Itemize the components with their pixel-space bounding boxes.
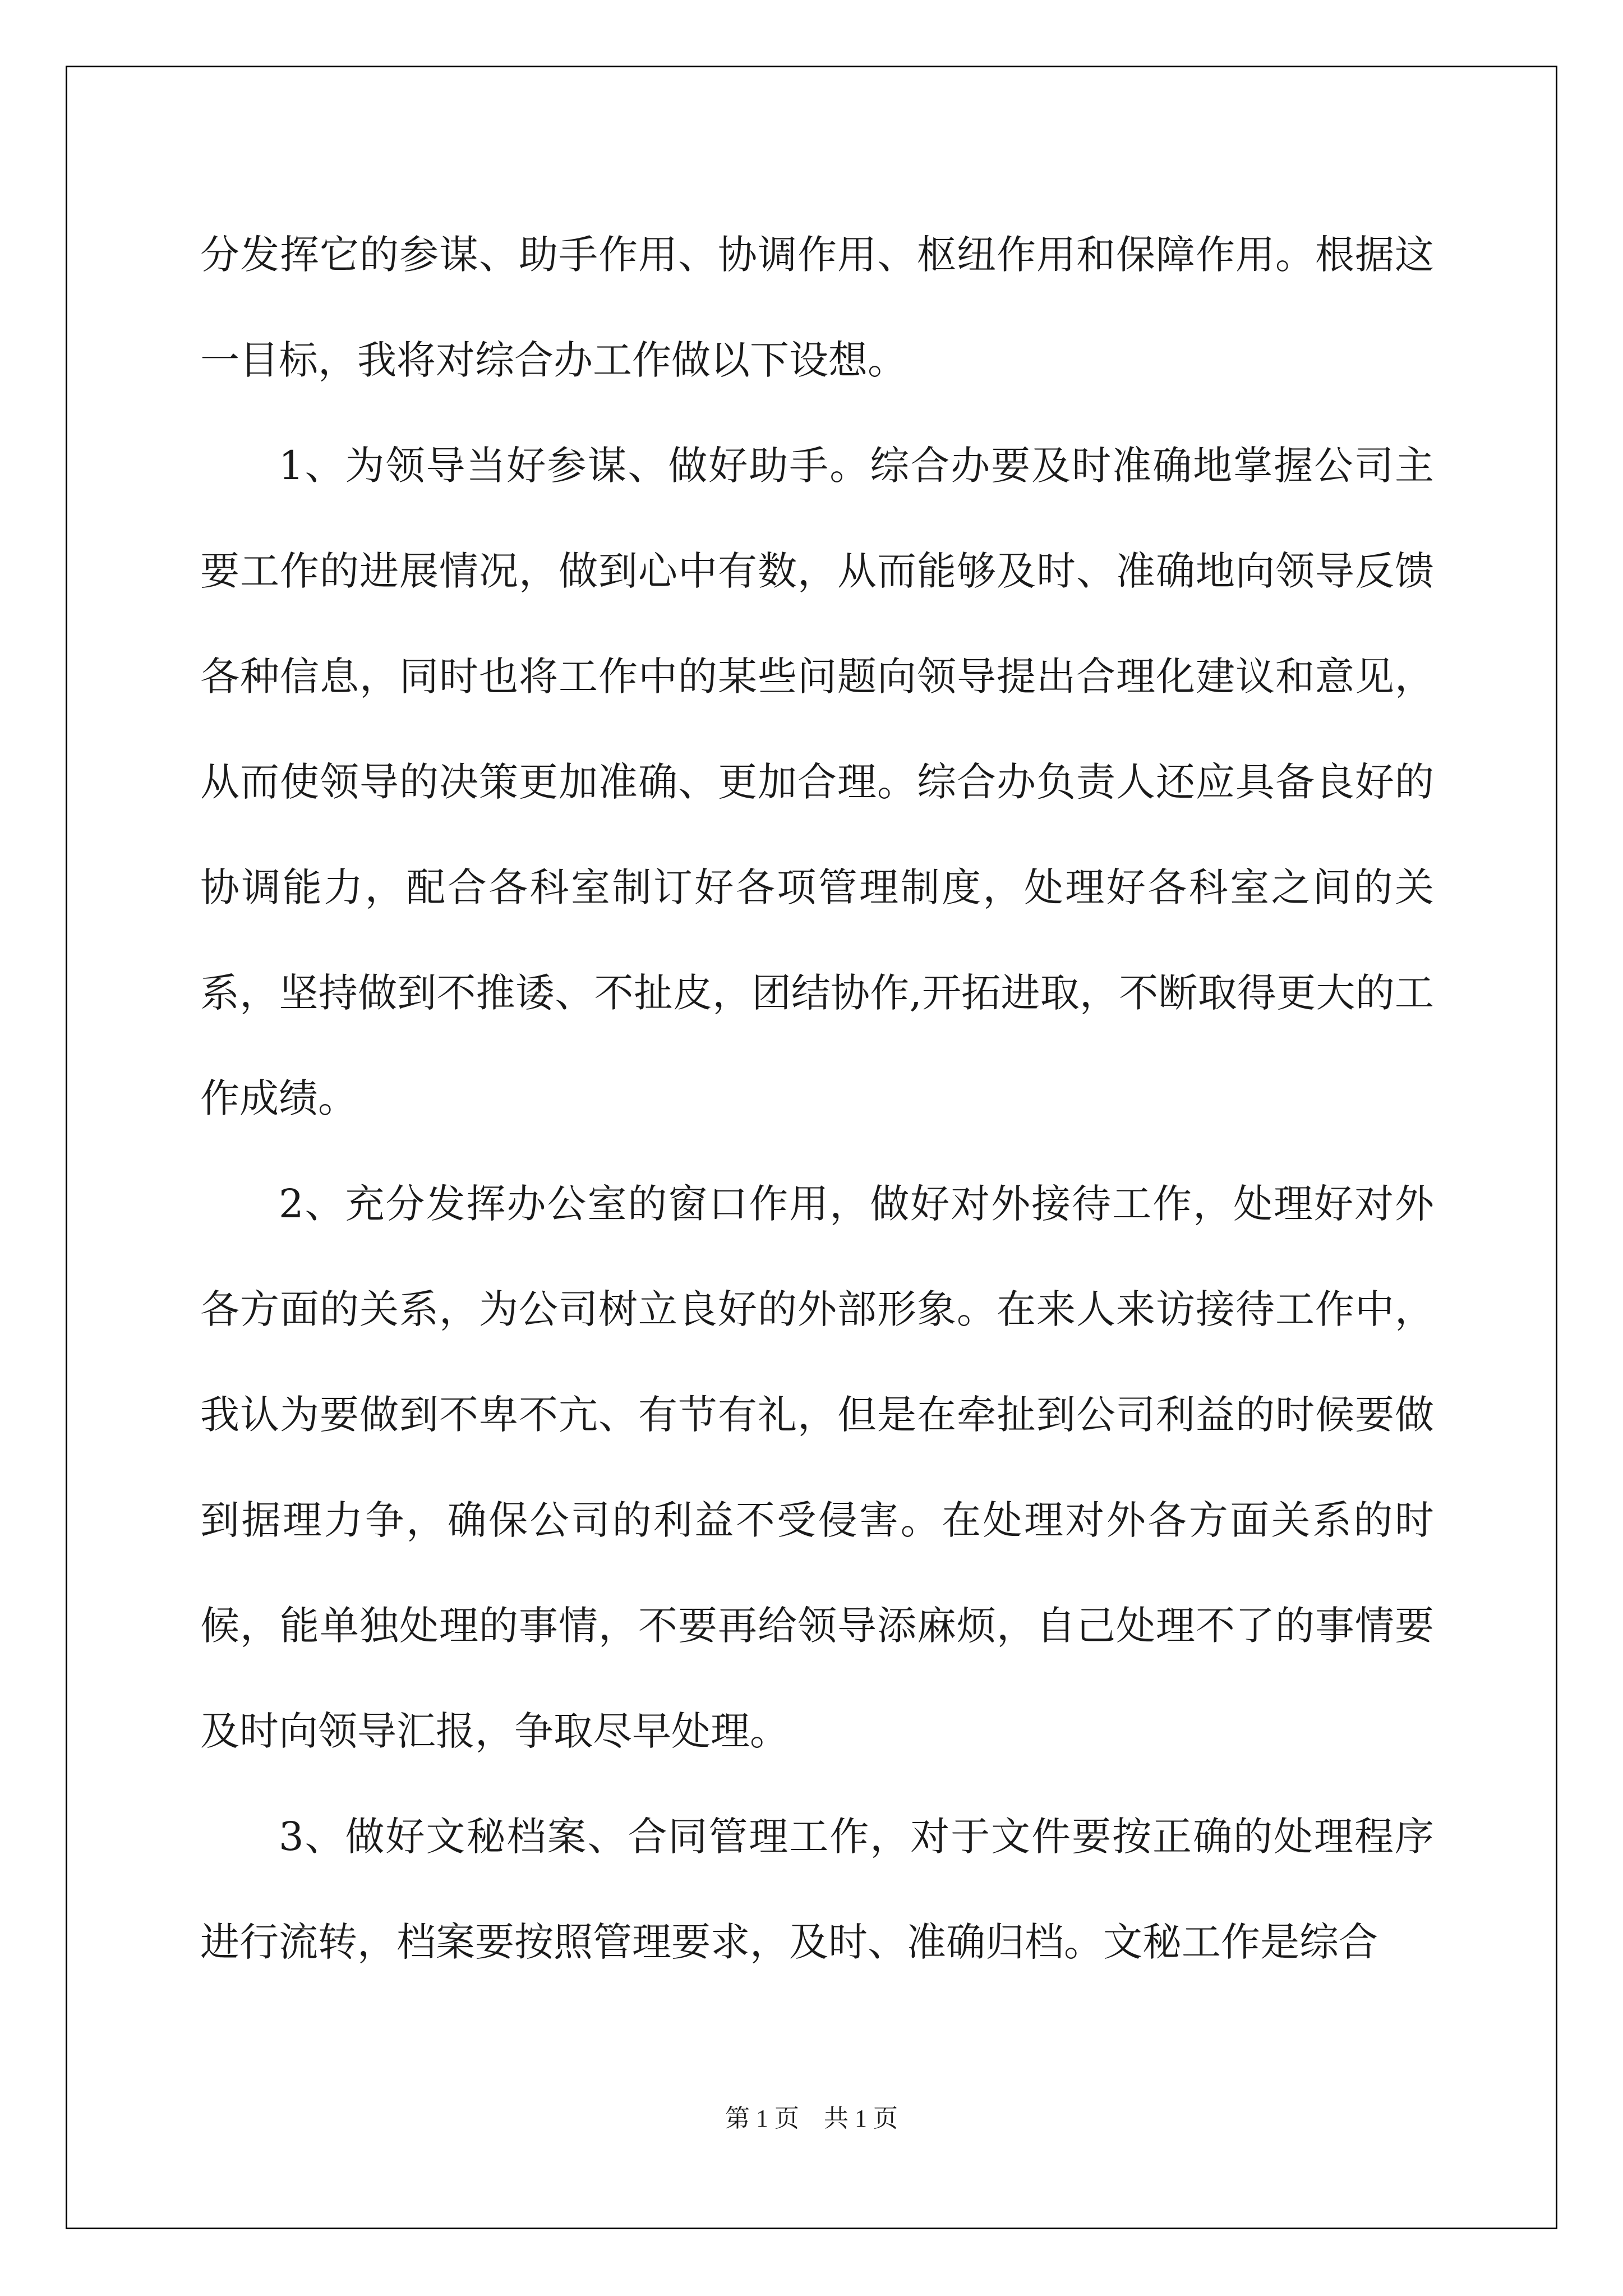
page-number-footer: 第 1 页 共 1 页 [725,2105,898,2132]
document-body [200,202,1434,1995]
paragraph-item-3: 3、做好文秘档案、合同管理工作，对于文件要按正确的处理程序进行流转，档案要按照管理要求，及时、准确归档。文秘工作是综合 [200,1814,1434,1965]
paragraph-item-1: 1、为领导当好参谋、做好助手。综合办要及时准确地掌握公司主要工作的进展情况，做到心中有数，从而能够及时、准确地向领导反馈各种信息，同时也将工作中的某些问题向领导提出合理化建议和意见，从而使领导的决策更加准确、更加合理。综合办负责人还应具备良好的协调能力，配合各科室制订好各项管理制度，处理好各科室之间的关系，坚持做到不推诿、不扯皮，团结协作,开拓进取，不断取得更大的工作成绩。 [200,443,1434,1121]
paragraph-item-2: 2、充分发挥办公室的窗口作用，做好对外接待工作，处理好对外各方面的关系，为公司树立良好的外部形象。在来人来访接待工作中，我认为要做到不卑不亢、有节有礼，但是在牵扯到公司利益的时候要做到据理力争，确保公司的利益不受侵害。在处理对外各方面关系的时候，能单独处理的事情，不要再给领导添麻烦，自己处理不了的事情要及时向领导汇报，争取尽早处理。 [200,1181,1434,1754]
paragraph-intro: 分发挥它的参谋、助手作用、协调作用、枢纽作用和保障作用。根据这一目标，我将对综合办工作做以下设想。 [200,232,1434,383]
